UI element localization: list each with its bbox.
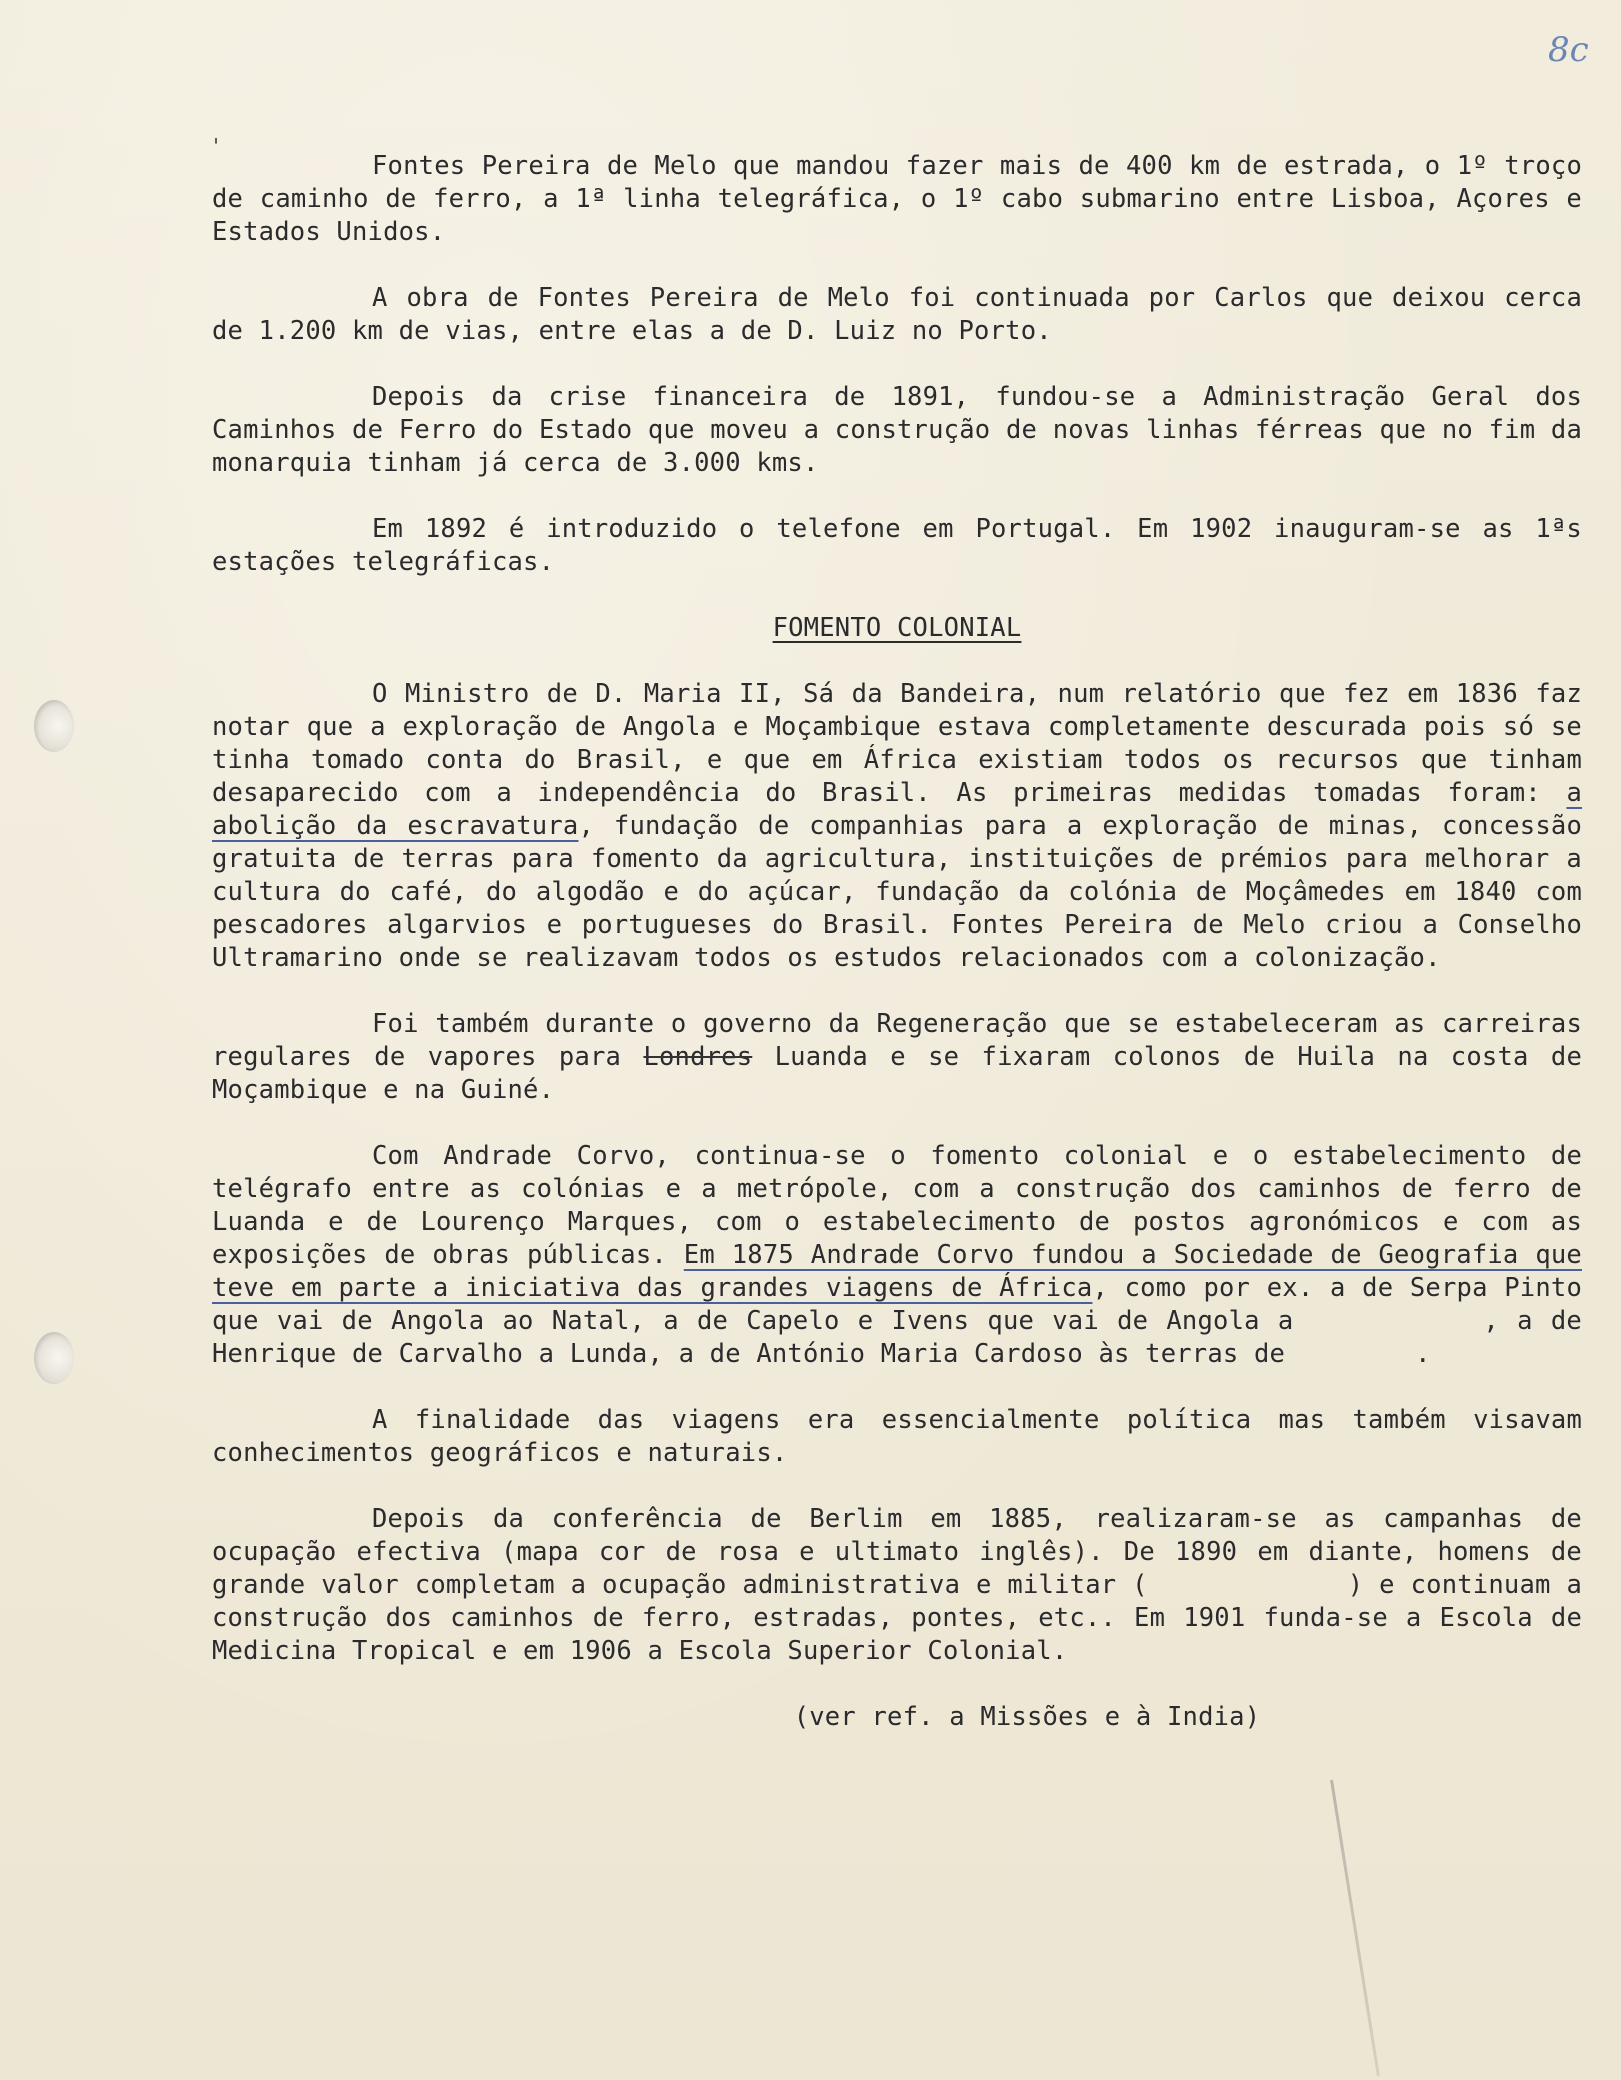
struck-out-word: Londres — [643, 1042, 753, 1072]
pen-underlined-text: a abolição da escravatura — [212, 778, 1582, 841]
punch-hole — [34, 700, 74, 752]
text-run: Com Andrade Corvo, continua-se o fomento colonial e o estabelecimento de telégrafo entre as colónias e a metrópole, com a construção dos caminhos de ferro de Luanda e de Lourenço Marques, com o estabelecimento de postos agronómicos e com as exposições de obras públicas. — [212, 1141, 1582, 1270]
text-run: . — [1415, 1339, 1431, 1369]
margin-mark: ' — [210, 134, 223, 158]
punch-hole — [34, 1332, 74, 1384]
paragraph: Fontes Pereira de Melo que mandou fazer mais de 400 km de estrada, o 1º troço de caminho de ferro, a 1ª linha telegráfica, o 1º cabo submarino entre Lisboa, Açores e Estados Unidos. — [212, 151, 1582, 247]
paragraph: Em 1892 é introduzido o telefone em Portugal. Em 1902 inauguram-se as 1ªs estações telegráficas. — [212, 514, 1582, 577]
text-run: Depois da conferência de Berlim em 1885, realizaram-se as campanhas de ocupação efectiva (mapa cor de rosa e ultimato inglês). De 1890 em diante, homens de grande valor completam a ocupação administrativa e militar ( — [212, 1504, 1582, 1600]
paragraph: A finalidade das viagens era essencialmente política mas também visavam conhecimentos geográficos e naturais. — [212, 1405, 1582, 1468]
text-run: Luanda e se fixaram colonos de Huila na costa de Moçambique e na Guiné. — [212, 1042, 1582, 1105]
paragraph — [212, 1140, 1582, 1371]
section-heading — [212, 612, 1582, 645]
text-run: O Ministro de D. Maria II, Sá da Bandeira, num relatório que fez em 1836 faz notar que a exploração de Angola e Moçambique estava completamente descurada pois só se tinha tomado conta do Brasil, e que em África existiam todos os recursos que tinham desaparecido com a independência do Brasil. As primeiras medidas tomadas foram: — [212, 679, 1582, 808]
paragraph: A obra de Fontes Pereira de Melo foi continuada por Carlos que deixou cerca de 1.200 km de vias, entre elas a de D. Luiz no Porto. — [212, 283, 1582, 346]
handwritten-page-number: 8c — [1548, 30, 1589, 70]
pen-underlined-text: Em 1875 Andrade Corvo fundou a Sociedade de Geografia que teve em parte a iniciativa das grandes viagens de África — [212, 1240, 1582, 1303]
text-run: Foi também durante o governo da Regeneração que se estabeleceram as carreiras regulares de vapores para — [212, 1009, 1582, 1072]
document-body — [212, 150, 1582, 1734]
paragraph — [212, 1008, 1582, 1107]
text-run: , a de Henrique de Carvalho a Lunda, a de António Maria Cardoso às terras de — [212, 1306, 1582, 1369]
paragraph: Depois da crise financeira de 1891, fundou-se a Administração Geral dos Caminhos de Ferro do Estado que moveu a construção de novas linhas férreas que no fim da monarquia tinham já cerca de 3.000 kms. — [212, 382, 1582, 478]
text-run: , como por ex. a de Serpa Pinto que vai de Angola ao Natal, a de Capelo e Ivens que vai de Angola a — [212, 1273, 1582, 1336]
paragraph — [212, 1503, 1582, 1668]
paragraph — [212, 678, 1582, 975]
section-heading-text: FOMENTO COLONIAL — [772, 613, 1022, 643]
reference-note: (ver ref. a Missões e à India) — [793, 1702, 1261, 1732]
text-run: ) e continuam a construção dos caminhos de ferro, estradas, pontes, etc.. Em 1901 funda-se a Escola de Medicina Tropical e em 1906 a Escola Superior Colonial. — [212, 1570, 1582, 1666]
pencil-stroke — [1330, 1780, 1380, 2077]
text-run: , fundação de companhias para a exploração de minas, concessão gratuita de terras para fomento da agricultura, instituições de prémios para melhorar a cultura do café, do algodão e do açúcar, fundação da colónia de Moçâmedes em 1840 com pescadores algarvios e portugueses do Brasil. Fontes Pereira de Melo criou a Conselho Ultramarino onde se realizavam todos os estudos relacionados com a colonização. — [212, 811, 1583, 973]
